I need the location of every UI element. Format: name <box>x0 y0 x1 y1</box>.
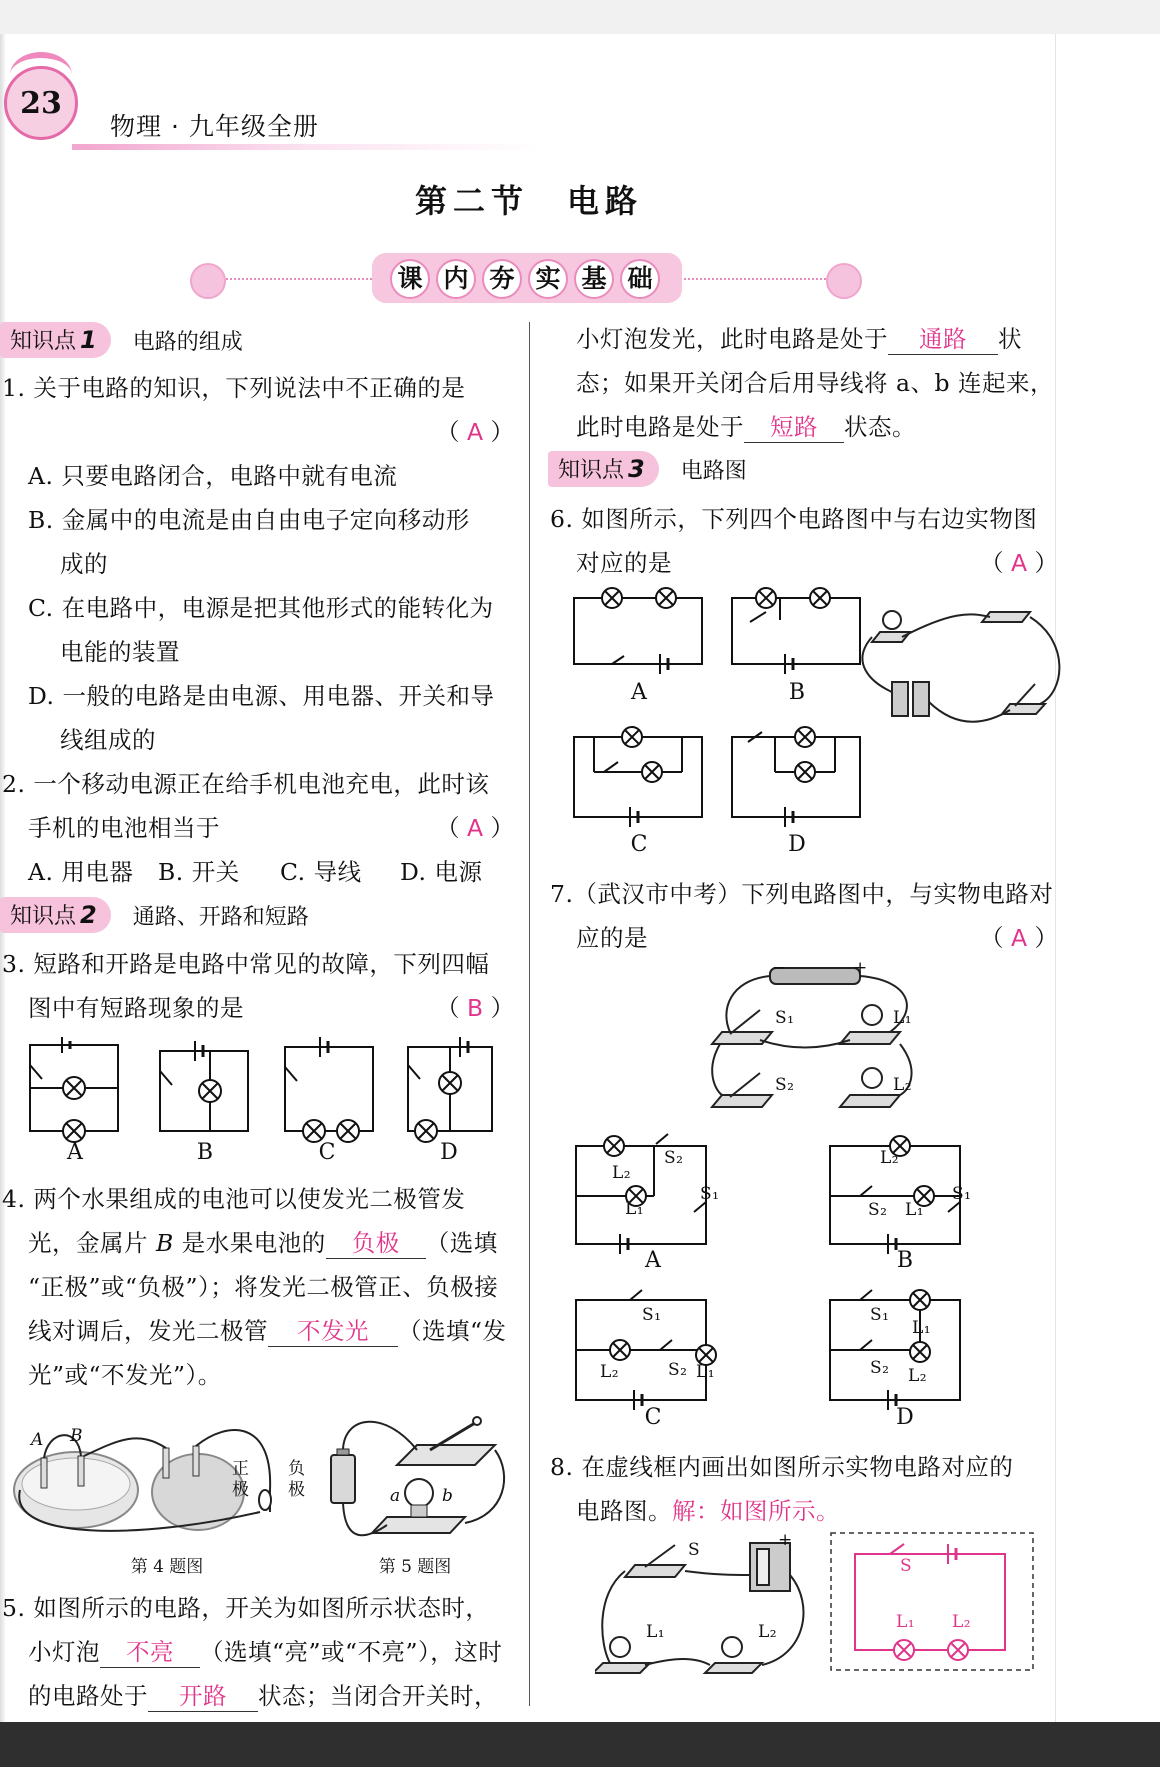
q7-d-l2: L₂ <box>908 1366 928 1386</box>
q7-a-s1: S₁ <box>700 1184 720 1204</box>
knowledge-point-2 <box>0 896 309 934</box>
q1-option-c: C. 在电路中，电源是把其他形式的能转化为 <box>28 594 494 622</box>
q7-real-s1: S₁ <box>775 1008 795 1028</box>
q7-c-s2: S₂ <box>668 1360 688 1380</box>
fig5-circuit-image <box>325 1405 515 1550</box>
q7-c-l1: L₁ <box>696 1362 716 1382</box>
q1-answer: （ A ） <box>436 418 515 446</box>
q8-ans-l2: L₂ <box>952 1612 972 1632</box>
q6-label-a: A <box>631 680 647 705</box>
book-title: 物理 · 九年级全册 <box>110 112 319 141</box>
q3-label-a: A <box>67 1140 83 1165</box>
knowledge-point-1 <box>0 321 243 359</box>
fig4-label-b: B <box>70 1426 83 1446</box>
q3-answer: （ B ） <box>436 994 515 1022</box>
q1-option-d-cont: 线组成的 <box>60 726 156 754</box>
q8-answer-circuit <box>830 1532 1035 1672</box>
q5-blank-1: 不亮 <box>100 1633 200 1668</box>
q7-minus: − <box>772 958 787 978</box>
q5-line5: 态；如果开关闭合后用导线将 a、b 连起来， <box>576 369 1054 397</box>
q3-label-c: C <box>318 1140 336 1165</box>
q7-b-s2: S₂ <box>868 1200 888 1220</box>
fig5-label-b: b <box>442 1486 454 1506</box>
q2-option-c: C. 导线 <box>280 858 362 886</box>
fig4-fruit-battery-image <box>8 1420 308 1550</box>
column-divider <box>529 322 530 1706</box>
fig4-caption: 第 4 题图 <box>130 1557 204 1577</box>
q5-line6: 此时电路是处于 短路 状态。 <box>576 408 916 443</box>
q7-label-a: A <box>645 1248 661 1273</box>
q5-line2: 小灯泡 不亮 （选填“亮”或“不亮”），这时 <box>28 1633 502 1668</box>
top-band <box>0 0 1160 34</box>
q7-b-s1: S₁ <box>952 1184 972 1204</box>
q6-label-c: C <box>630 832 648 857</box>
q2-option-b: B. 开关 <box>158 858 240 886</box>
q8-real-l2: L₂ <box>758 1622 778 1642</box>
kp-title: 电路图 <box>680 458 747 484</box>
fig4-positive-2: 极 <box>232 1480 250 1500</box>
q8-stem: 8. 在虚线框内画出如图所示实物电路对应的 <box>550 1453 1014 1481</box>
q7-real-s2: S₂ <box>775 1075 795 1095</box>
q8-hint: 解：如图所示。 <box>672 1497 840 1525</box>
banner-left-line <box>210 278 380 280</box>
fig4-positive-1: 正 <box>232 1459 250 1479</box>
q6-stem-cont: 对应的是 <box>576 549 672 577</box>
q8-real-plus: + <box>778 1530 793 1550</box>
q8-real-s: S <box>688 1540 701 1560</box>
q7-answer: （ A ） <box>980 924 1059 952</box>
q4-line1: 4. 两个水果组成的电池可以使发光二极管发 <box>2 1185 466 1213</box>
bottom-band <box>0 1722 1160 1767</box>
q1-option-d: D. 一般的电路是由电源、用电器、开关和导 <box>28 682 495 710</box>
q4-line2: 光，金属片 B 是水果电池的 负极 （选填 <box>28 1224 498 1259</box>
banner-text <box>390 259 660 299</box>
page-edge-shadow <box>0 34 6 1722</box>
kp-tag: 知识点 2 <box>0 897 111 933</box>
banner-char: 课 <box>390 259 430 299</box>
q8-ans-l1: L₁ <box>896 1612 916 1632</box>
banner-right-line <box>680 278 850 280</box>
q7-a-l2: L₂ <box>612 1163 632 1183</box>
q6-circuit-figures <box>570 582 1065 837</box>
q4-blank-1: 负极 <box>326 1224 426 1259</box>
q7-a-l1: L₁ <box>625 1199 645 1219</box>
q1-option-a: A. 只要电路闭合，电路中就有电流 <box>28 462 398 490</box>
fig4-negative-1: 负 <box>288 1459 306 1479</box>
q4-blank-2: 不发光 <box>268 1312 398 1347</box>
q3-label-b: B <box>196 1140 214 1165</box>
q6-label-d: D <box>788 832 806 857</box>
q5-blank-4: 短路 <box>744 408 844 443</box>
q8-stem-cont: 电路图。解：如图所示。 <box>576 1497 840 1525</box>
q7-c-s1: S₁ <box>642 1305 662 1325</box>
q7-label-d: D <box>896 1405 914 1430</box>
q4-line4: 线对调后，发光二极管 不发光 （选填“发 <box>28 1312 507 1347</box>
header-bar <box>72 144 542 150</box>
q8-real-l1: L₁ <box>646 1622 666 1642</box>
q1-stem: 1. 关于电路的知识，下列说法中不正确的是 <box>2 374 466 402</box>
q3-stem: 3. 短路和开路是电路中常见的故障，下列四幅 <box>2 950 490 978</box>
q5-line1: 5. 如图所示的电路，开关为如图所示状态时， <box>2 1594 490 1622</box>
fig5-caption: 第 5 题图 <box>378 1557 452 1577</box>
kp-title: 电路的组成 <box>132 329 243 355</box>
q7-real-circuit-image <box>710 960 930 1125</box>
q5-line4: 小灯泡发光，此时电路是处于 通路 状 <box>576 320 1022 355</box>
q8-ans-s: S <box>900 1556 913 1576</box>
fig4-negative-2: 极 <box>288 1480 306 1500</box>
q2-answer: （ A ） <box>436 814 515 842</box>
q5-blank-3: 通路 <box>888 320 998 355</box>
q4-line3: “正极”或“负极”）；将发光二极管正、负极接 <box>28 1273 499 1301</box>
q5-blank-2: 开路 <box>148 1677 258 1712</box>
q5-line3: 的电路处于 开路 状态；当闭合开关时， <box>28 1677 498 1712</box>
banner-char: 夯 <box>482 259 522 299</box>
section-title: 第二节 电路 <box>415 182 644 220</box>
page-right-border <box>1055 34 1056 1722</box>
q6-stem: 6. 如图所示，下列四个电路图中与右边实物图 <box>550 505 1038 533</box>
q2-option-d: D. 电源 <box>400 858 483 886</box>
q7-stem: 7.（武汉市中考）下列电路图中，与实物电路对 <box>550 880 1054 908</box>
banner-left-arrow-icon <box>190 263 226 299</box>
banner-right-arrow-icon <box>826 263 862 299</box>
fig5-label-a: a <box>390 1486 401 1506</box>
q4-line5: 光”或“不发光”）。 <box>28 1361 222 1389</box>
banner-char: 内 <box>436 259 476 299</box>
banner-char: 实 <box>528 259 568 299</box>
q2-stem-cont: 手机的电池相当于 <box>28 814 220 842</box>
q6-answer: （ A ） <box>980 549 1059 577</box>
q7-d-s2: S₂ <box>870 1358 890 1378</box>
q7-label-b: B <box>896 1248 914 1273</box>
q7-c-l2: L₂ <box>600 1362 620 1382</box>
q3-stem-cont: 图中有短路现象的是 <box>28 994 244 1022</box>
q1-option-c-cont: 电能的装置 <box>60 638 180 666</box>
q3-label-d: D <box>440 1140 458 1165</box>
kp-tag: 知识点 3 <box>548 451 659 487</box>
q7-d-l1: L₁ <box>912 1318 932 1338</box>
q2-stem: 2. 一个移动电源正在给手机电池充电，此时该 <box>2 770 490 798</box>
q8-real-circuit-image <box>595 1535 815 1675</box>
q7-real-l2: L₂ <box>893 1075 913 1095</box>
q7-label-c: C <box>644 1405 662 1430</box>
q7-stem-cont: 应的是 <box>576 924 648 952</box>
q7-b-l2: L₂ <box>880 1148 900 1168</box>
q7-d-s1: S₁ <box>870 1305 890 1325</box>
banner-char: 础 <box>620 259 660 299</box>
banner-char: 基 <box>574 259 614 299</box>
q7-real-l1: L₁ <box>893 1008 913 1028</box>
q1-option-b-cont: 成的 <box>60 550 108 578</box>
q7-a-s2: S₂ <box>664 1148 684 1168</box>
kp-title: 通路、开路和短路 <box>132 904 309 930</box>
q1-option-b: B. 金属中的电流是由自由电子定向移动形 <box>28 506 470 534</box>
page-number: 23 <box>4 66 78 140</box>
fig4-label-a: A <box>31 1430 44 1450</box>
banner <box>190 253 870 305</box>
knowledge-point-3 <box>548 450 747 488</box>
q7-plus: + <box>853 958 868 978</box>
q6-label-b: B <box>788 680 806 705</box>
kp-tag: 知识点 1 <box>0 322 111 358</box>
q7-b-l1: L₁ <box>905 1200 925 1220</box>
q2-option-a: A. 用电器 <box>28 858 134 886</box>
